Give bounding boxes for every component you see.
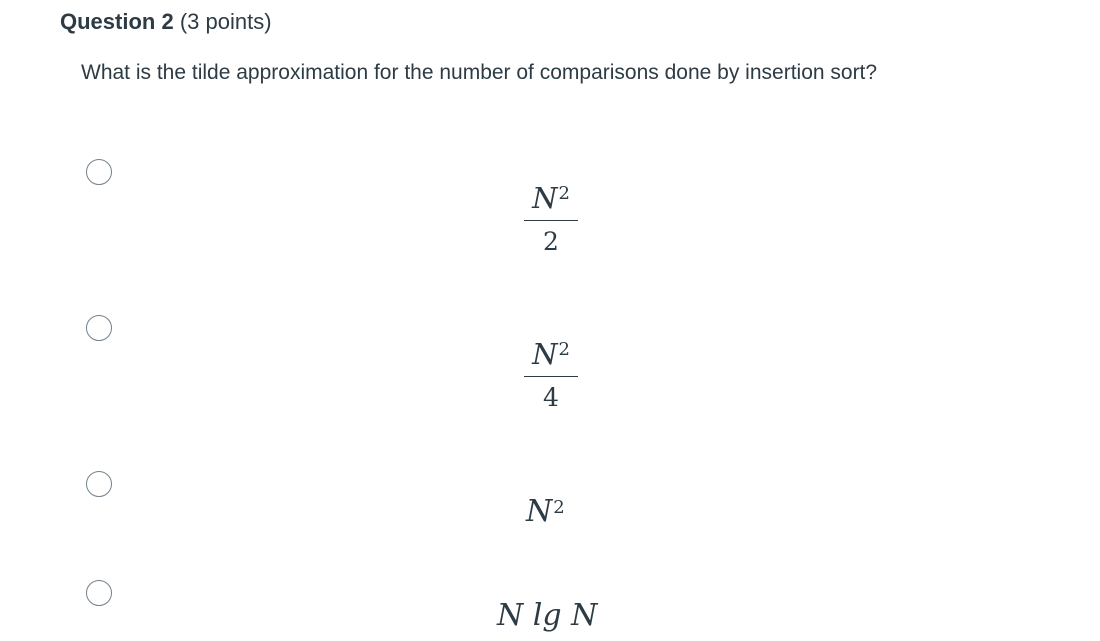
option-2-exponent: 2 xyxy=(558,339,570,360)
option-3-expression xyxy=(526,492,565,532)
radio-button-option-4[interactable] xyxy=(86,580,112,606)
fraction-bar xyxy=(524,376,578,377)
radio-button-option-3[interactable] xyxy=(86,471,112,497)
option-2-numerator: $N^2$ xyxy=(532,337,570,371)
option-3-base: N xyxy=(526,494,553,529)
question-title: Question 2 xyxy=(60,9,174,34)
option-1-exponent: 2 xyxy=(558,183,570,204)
option-1-denominator: 2 xyxy=(543,227,559,256)
option-4-expression: N lg N xyxy=(497,598,598,633)
option-3-exponent: 2 xyxy=(553,497,565,518)
radio-button-option-2[interactable] xyxy=(86,315,112,341)
option-2-denominator: 4 xyxy=(543,383,559,412)
radio-button-option-1[interactable] xyxy=(86,159,112,185)
option-1-fraction xyxy=(524,178,578,259)
option-2-fraction xyxy=(524,334,578,415)
fraction-bar xyxy=(524,220,578,221)
question-text: What is the tilde approximation for the number of comparisons done by insertion sort? xyxy=(81,61,878,84)
question-points: (3 points) xyxy=(179,9,272,34)
option-1-numerator: $N^2$ xyxy=(532,181,570,215)
question-header xyxy=(60,8,272,36)
